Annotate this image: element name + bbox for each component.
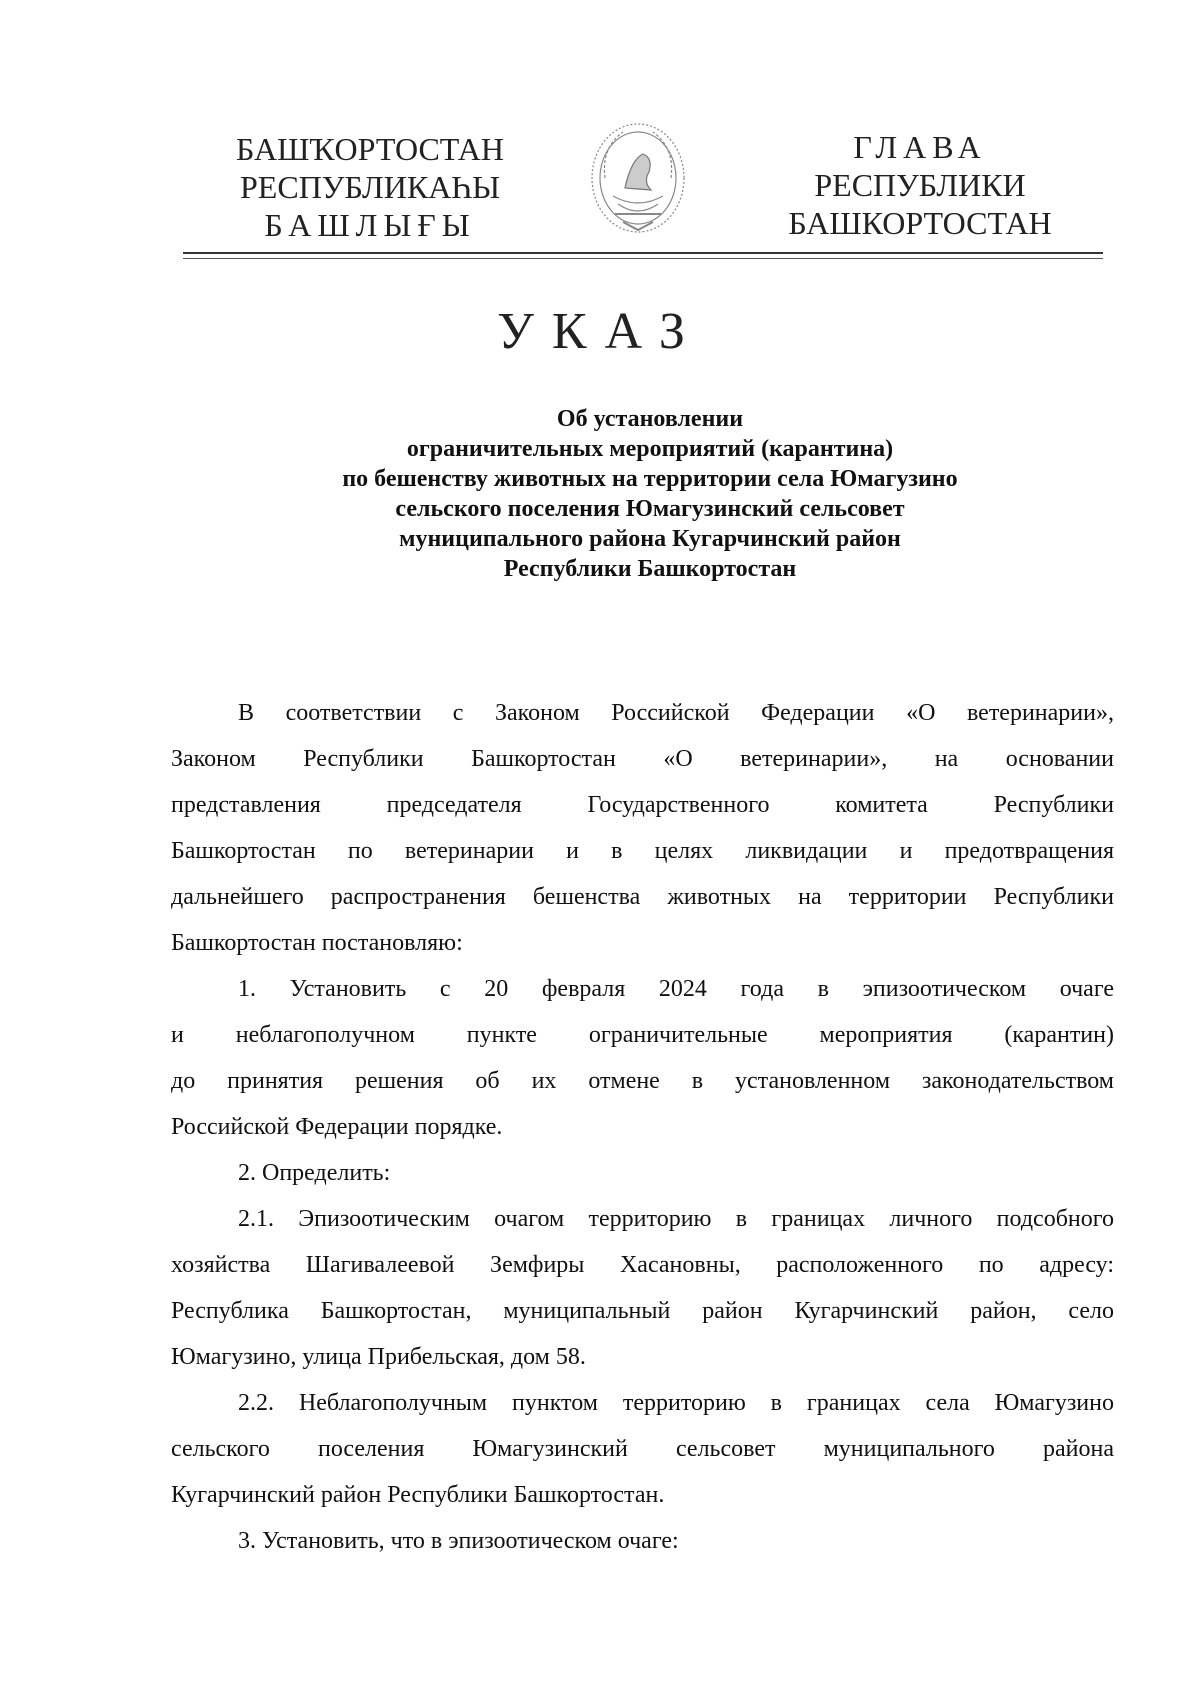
header-right-line-3: БАШКОРТОСТАН: [788, 205, 1052, 241]
body-line-6: Башкортостан постановляю:: [171, 930, 463, 956]
body-line-17: сельского поселения Юмагузинский сельсовет муниципального района: [171, 1436, 1114, 1462]
header-right-russian: [775, 128, 1065, 242]
body-line-5: дальнейшего распространения бешенства животных на территории Республики: [171, 884, 1114, 910]
title-line-5: муниципального района Кугарчинский район: [399, 526, 901, 552]
body-line-16: 2.2. Неблагополучным пунктом территорию в границах села Юмагузино: [238, 1390, 1114, 1416]
body-line-7: 1. Установить с 20 февраля 2024 года в эпизоотическом очаге: [238, 976, 1114, 1002]
body-line-15: Юмагузино, улица Прибельская, дом 58.: [171, 1344, 586, 1370]
body-line-12: 2.1. Эпизоотическим очагом территорию в границах личного подсобного: [238, 1206, 1114, 1232]
document-type-title: УКАЗ: [497, 303, 703, 360]
coat-of-arms-icon: [583, 118, 693, 240]
body-line-4: Башкортостан по ветеринарии и в целях ликвидации и предотвращения: [171, 838, 1114, 864]
body-line-9: до принятия решения об их отмене в установленном законодательством: [171, 1068, 1114, 1094]
header-right-line-1: ГЛАВА: [853, 129, 987, 165]
decree-body: [171, 690, 1114, 1564]
body-line-11: 2. Определить:: [238, 1160, 391, 1186]
body-line-18: Кугарчинский район Республики Башкортостан.: [171, 1482, 665, 1508]
title-line-4: сельского поселения Юмагузинский сельсовет: [395, 496, 905, 522]
header-right-line-2: РЕСПУБЛИКИ: [814, 167, 1026, 203]
title-line-1: Об установлении: [556, 406, 744, 432]
body-line-14: Республика Башкортостан, муниципальный район Кугарчинский район, село: [171, 1298, 1114, 1324]
body-line-3: представления председателя Государственного комитета Республики: [171, 792, 1114, 818]
body-line-10: Российской Федерации порядке.: [171, 1114, 503, 1140]
body-line-1: В соответствии с Законом Российской Федерации «О ветеринарии»,: [238, 700, 1114, 726]
title-line-3: по бешенству животных на территории села Юмагузино: [342, 466, 958, 492]
header-divider: [183, 252, 1103, 259]
header-left-line-1: БАШҠОРТОСТАН: [236, 131, 504, 167]
header-left-line-3: БАШЛЫҒЫ: [264, 207, 476, 243]
title-line-2: ограничительных мероприятий (карантина): [406, 436, 894, 462]
body-line-8: и неблагополучном пункте ограничительные мероприятия (карантин): [171, 1022, 1114, 1048]
document-header: [0, 0, 1200, 270]
body-line-19: 3. Установить, что в эпизоотическом очаге:: [238, 1528, 679, 1554]
header-left-line-2: РЕСПУБЛИКАҺЫ: [240, 169, 500, 205]
body-line-13: хозяйства Шагивалеевой Земфиры Хасановны, расположенного по адресу:: [171, 1252, 1114, 1278]
header-left-bashkir: [225, 130, 515, 244]
body-line-2: Законом Республики Башкортостан «О ветеринарии», на основании: [171, 746, 1114, 772]
title-line-6: Республики Башкортостан: [503, 556, 797, 582]
decree-title: [250, 404, 1050, 584]
